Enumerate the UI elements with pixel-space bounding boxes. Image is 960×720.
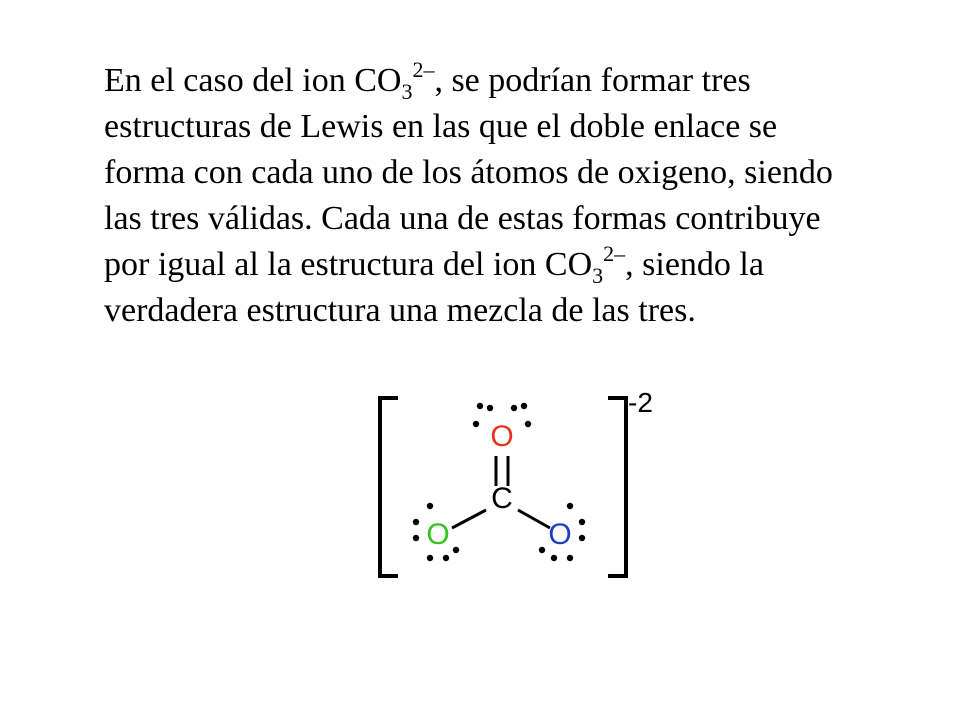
right-bracket xyxy=(608,398,626,576)
paragraph-line-2: estructuras de Lewis en las que el doble enlace se xyxy=(104,108,778,145)
electron-dot xyxy=(473,421,479,427)
ion-formula-text: CO xyxy=(354,62,402,99)
electron-dot xyxy=(511,405,517,411)
electron-dot xyxy=(567,503,573,509)
single-bond-right xyxy=(518,510,550,528)
electron-dot xyxy=(413,519,419,525)
single-bond-left xyxy=(452,510,486,528)
text-fragment: , se podrían formar tres xyxy=(434,62,751,99)
text-fragment: por igual al la estructura del ion xyxy=(104,246,545,283)
electron-dot xyxy=(453,547,459,553)
paragraph-line-1 xyxy=(104,58,904,104)
ion-subscript: 3 xyxy=(592,263,604,288)
electron-dot xyxy=(579,535,585,541)
electron-dot xyxy=(567,555,573,561)
ion-subscript: 3 xyxy=(401,79,413,104)
electron-dot xyxy=(427,555,433,561)
oxygen-atom-left: O xyxy=(426,517,450,551)
electron-dot xyxy=(579,519,585,525)
electron-dot xyxy=(551,555,557,561)
carbonate-ion-formula xyxy=(544,241,626,288)
electron-dot xyxy=(443,555,449,561)
paragraph-line-6: verdadera estructura una mezcla de las tres. xyxy=(104,292,696,329)
text-fragment: En el caso del ion xyxy=(104,62,355,99)
paragraph-line-5 xyxy=(104,242,904,288)
lewis-structure-svg xyxy=(360,380,680,590)
carbonate-ion-formula xyxy=(354,57,435,104)
paragraph-line-3: forma con cada uno de los átomos de oxigeno, siendo xyxy=(104,154,833,191)
oxygen-atom-top: O xyxy=(490,419,514,453)
text-fragment: , siendo la xyxy=(625,246,764,283)
ion-formula-text: CO xyxy=(544,246,593,283)
oxygen-atom-right: O xyxy=(548,517,572,551)
ion-charge: 2– xyxy=(603,241,626,266)
electron-dot xyxy=(539,547,545,553)
ion-charge-label: -2 xyxy=(628,387,653,418)
paragraph-line-4: las tres válidas. Cada una de estas formas contribuye xyxy=(104,200,821,237)
electron-dot xyxy=(525,421,531,427)
electron-dot xyxy=(477,403,483,409)
carbon-atom: C xyxy=(491,481,513,515)
ion-charge: 2– xyxy=(412,57,435,82)
electron-dot xyxy=(521,403,527,409)
lewis-structure-diagram xyxy=(360,380,680,590)
left-bracket xyxy=(380,398,398,576)
electron-dot xyxy=(487,405,493,411)
electron-dot xyxy=(413,535,419,541)
explanation-paragraph xyxy=(104,58,904,334)
electron-dot xyxy=(427,503,433,509)
